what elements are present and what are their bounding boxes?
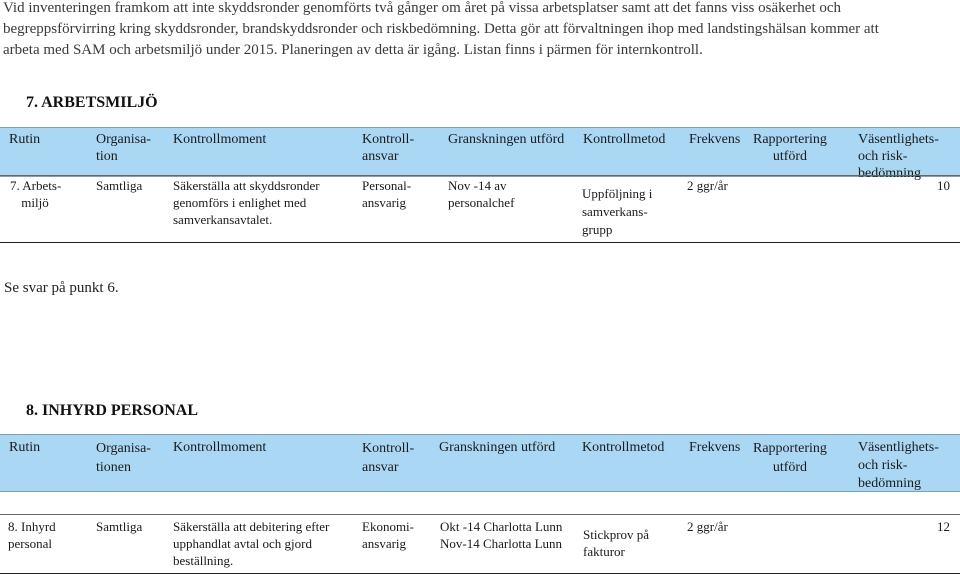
header-rapportering: Rapportering utförd [753,132,827,164]
cell-kontrollmetod: Uppföljning i samverkans- grupp [582,186,653,237]
header-kontrollmoment: Kontrollmoment [173,132,267,147]
section-8-title: 8. INHYRD PERSONAL [26,402,199,419]
cell-score: 10 [937,178,950,193]
intro-line: arbeta med SAM och arbetsmiljö under 2015. Planeringen av detta är igång. Listan finns i pärmen för internkontroll. [3,42,703,58]
intro-paragraph [3,0,955,61]
section-7-title: 7. ARBETSMILJÖ [26,94,158,111]
table-row [0,175,960,243]
cell-granskning: Okt -14 Charlotta Lunn Nov-14 Charlotta Lunn [440,519,563,551]
cell-frekvens: 2 ggr/år [687,519,728,534]
intro-line: Vid inventeringen framkom att inte skyddsronder genomförts två gånger om året på vissa arbetsplatser samt att det fanns viss osäkerhet och [3,0,842,16]
header-kontrollmetod: Kontrollmetod [583,132,666,147]
header-frekvens: Frekvens [689,132,741,147]
header-granskning: Granskningen utförd [448,132,565,147]
intro-line: begreppsförvirring kring skyddsronder, brandskyddsronder och riskbedömning. Detta gör att förvaltningen ihop med landstingshälsan kommer att [3,21,879,37]
header-kontrollmetod: Kontrollmetod [582,440,665,455]
header-organisation: Organisa- tion [96,132,151,164]
cell-kontrollmoment: Säkerställa att skyddsronder genomförs i enlighet med samverkansavtalet. [173,178,320,227]
cell-score: 12 [937,519,950,534]
header-frekvens: Frekvens [689,440,741,455]
header-kontrollansvar: Kontroll- ansvar [362,132,415,164]
header-rutin: Rutin [9,132,41,147]
cell-organisation: Samtliga [96,519,143,534]
cell-kontrollansvar: Ekonomi- ansvarig [362,519,414,551]
header-rutin: Rutin [9,440,41,455]
header-vasentlighet: Väsentlighets- och risk- bedömning [858,440,939,491]
cell-rutin: 7. Arbets- miljö [10,178,62,210]
section-7-table-header [0,127,960,181]
cell-kontrollmoment: Säkerställa att debitering efter upphandlat avtal och gjord beställning. [173,519,330,568]
section-7-note: Se svar på punkt 6. [4,280,119,296]
cell-rutin: 8. Inhyrd personal [8,519,56,551]
header-kontrollansvar: Kontroll- ansvar [362,441,415,475]
table-row [0,514,960,574]
header-granskning: Granskningen utförd [439,440,556,455]
cell-granskning: Nov -14 av personalchef [448,178,515,210]
header-organisation: Organisa- tionen [96,441,151,475]
header-vasentlighet: Väsentlighets- och risk- bedömning [858,132,939,181]
cell-frekvens: 2 ggr/år [687,178,728,193]
header-kontrollmoment: Kontrollmoment [173,440,267,455]
cell-kontrollansvar: Personal- ansvarig [362,178,412,210]
cell-organisation: Samtliga [96,178,143,193]
cell-kontrollmetod: Stickprov på fakturor [583,527,650,559]
header-rapportering: Rapportering utförd [753,441,827,475]
section-8-table-header [0,434,960,492]
